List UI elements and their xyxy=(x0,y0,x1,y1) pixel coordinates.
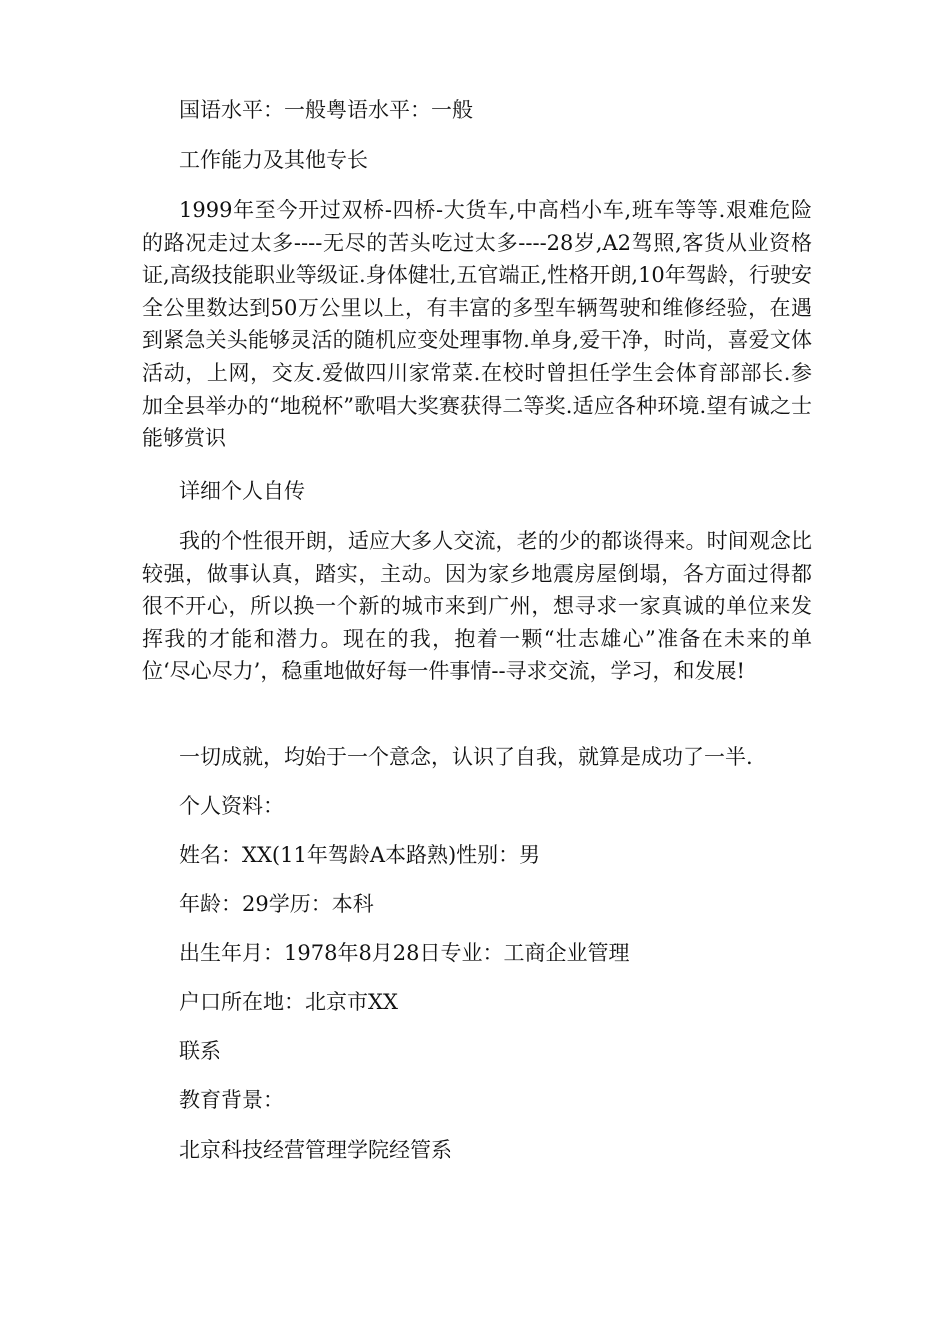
skills-paragraph: 1999年至今开过双桥-四桥-大货车,中高档小车,班车等等.艰难危险的路况走过太多----无尽的苦头吃过太多----28岁,A2驾照,客货从业资格证,高级技能职业等级证.身体健壮,五官端正,性格开朗,10年驾龄，行驶安全公里数达到50万公里以上，有丰富的多型车辆驾驶和维修经验，在遇到紧急关头能够灵活的随机应变处理事物.单身,爱干净，时尚，喜爱文体活动，上网，交友.爱做四川家常菜.在校时曾担任学生会体育部部长.参加全县举办的“地税杯”歌唱大奖赛获得二等奖.适应各种环境.望有诚之士能够赏识 xyxy=(142,198,812,451)
autobiography-paragraph: 我的个性很开朗，适应大多人交流，老的少的都谈得来。时间观念比较强，做事认真，踏实，主动。因为家乡地震房屋倒塌，各方面过得都很不开心，所以换一个新的城市来到广州，想寻求一家真诚的单位来发挥我的才能和潜力。现在的我，抱着一颗“壮志雄心”准备在未来的单位‘尽心尽力’，稳重地做好每一件事情--寻求交流，学习，和发展! xyxy=(142,529,812,684)
education-heading: 教育背景： xyxy=(179,1088,284,1112)
name-gender-line: 姓名：XX(11年驾龄A本路熟)性别：男 xyxy=(179,843,541,867)
skills-heading: 工作能力及其他专长 xyxy=(179,148,368,172)
language-level-line: 国语水平：一般粤语水平：一般 xyxy=(179,98,473,122)
personal-info-heading: 个人资料： xyxy=(179,794,284,818)
motto-line: 一切成就，均始于一个意念，认识了自我，就算是成功了一半. xyxy=(179,745,753,769)
education-school-line: 北京科技经营管理学院经管系 xyxy=(179,1138,452,1162)
contact-line: 联系 xyxy=(179,1039,221,1063)
autobiography-heading: 详细个人自传 xyxy=(179,479,305,503)
household-line: 户口所在地：北京市XX xyxy=(179,990,398,1014)
age-education-line: 年龄：29学历：本科 xyxy=(179,892,374,916)
birth-major-line: 出生年月：1978年8月28日专业：工商企业管理 xyxy=(179,941,630,965)
